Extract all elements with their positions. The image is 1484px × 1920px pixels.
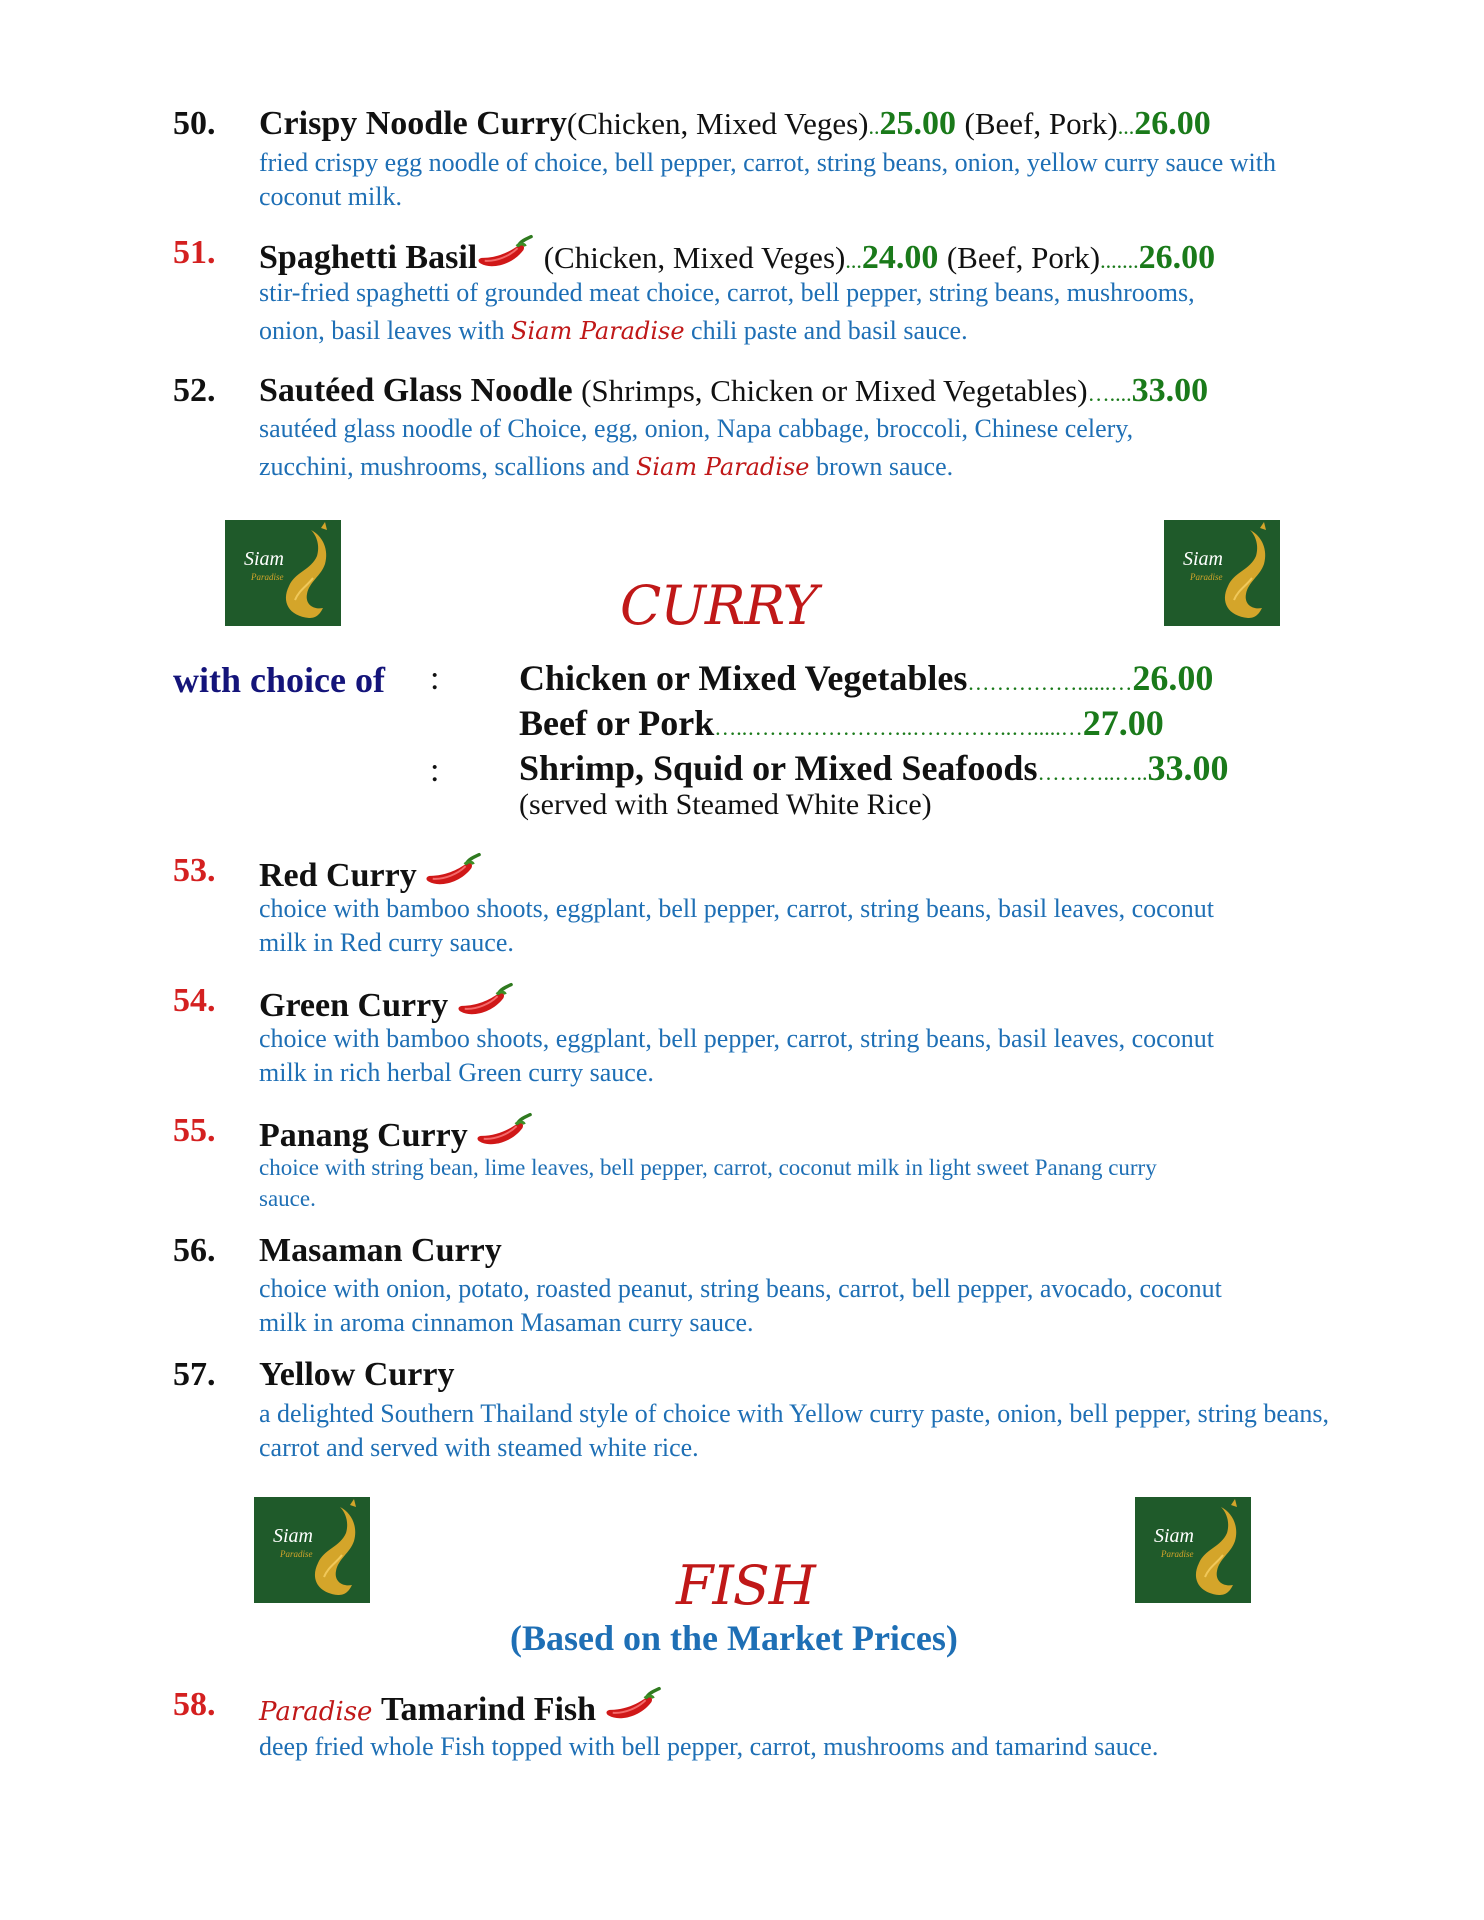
item-name: Green Curry: [259, 987, 449, 1024]
leader-dots: ………..…..: [1037, 760, 1148, 785]
description-text: onion, basil leaves with: [259, 316, 505, 345]
item-description: choice with bamboo shoots, eggplant, bell pepper, carrot, string beans, basil leaves, coconut milk in rich herbal Green curry sauce.: [259, 1024, 1214, 1087]
logo-subtext: Paradise: [1161, 1549, 1194, 1559]
item-name: Tamarind Fish: [380, 1691, 597, 1728]
description-line: [259, 450, 1339, 484]
menu-item-title: [259, 1686, 663, 1729]
leader-dots: …....: [1087, 381, 1132, 406]
item-option: (Chicken, Mixed Veges): [566, 106, 869, 141]
menu-item-title: [259, 1232, 502, 1270]
choice-option: [519, 747, 1228, 789]
item-number: 56.: [173, 1232, 216, 1269]
leader-dots: ……………......…: [967, 670, 1133, 695]
item-price: 26.00: [1134, 105, 1211, 142]
item-option: (Shrimps, Chicken or Mixed Vegetables): [581, 373, 1088, 408]
item-description: fried crispy egg noodle of choice, bell pepper, carrot, string beans, onion, yellow curry sauce with coconut milk.: [259, 148, 1276, 211]
description-line: [259, 314, 1339, 348]
leader-dots: ..: [868, 114, 880, 139]
item-description: choice with string bean, lime leaves, bell pepper, carrot, coconut milk in light sweet Panang curry sauce.: [259, 1155, 1157, 1211]
leader-dots: .......: [1100, 248, 1139, 273]
description-text: brown sauce.: [815, 452, 954, 481]
section-title-fish: FISH: [676, 1554, 815, 1617]
item-number: 54.: [173, 982, 216, 1019]
logo-text: Siam: [244, 548, 284, 570]
item-price: 25.00: [879, 105, 957, 142]
description-line: sautéed glass noodle of Choice, egg, onion, Napa cabbage, broccoli, Chinese celery,: [259, 414, 1134, 443]
logo-subtext: Paradise: [1190, 572, 1223, 582]
served-note: (served with Steamed White Rice): [519, 788, 932, 821]
item-number: 57.: [173, 1356, 216, 1393]
item-price: 33.00: [1131, 372, 1209, 409]
leader-dots: ...: [1117, 114, 1135, 139]
menu-item-title: [259, 105, 1211, 143]
menu-item-title: [259, 1356, 454, 1394]
menu-item-title: [259, 852, 483, 895]
description-text: zucchini, mushrooms, scallions and: [259, 452, 630, 481]
logo-text: Siam: [1154, 1525, 1194, 1547]
menu-item-title: [259, 1112, 534, 1155]
leader-dots: ...: [845, 248, 862, 273]
item-name: Panang Curry: [259, 1117, 468, 1154]
item-name: Masaman Curry: [259, 1232, 502, 1269]
brand-script: Siam Paradise: [635, 453, 810, 481]
item-price: 26.00: [1138, 239, 1216, 276]
leader-dots: …..…………………..…………..….....…: [714, 715, 1083, 740]
item-name: Crispy Noodle Curry: [259, 105, 567, 142]
item-description: a delighted Southern Thailand style of choice with Yellow curry paste, onion, bell pepper, string beans, carrot and served with steamed white rice.: [259, 1399, 1330, 1462]
choice-option-price: 26.00: [1132, 658, 1214, 698]
choice-option-label: Beef or Pork: [519, 703, 715, 743]
choice-option: [519, 702, 1164, 744]
item-option: (Beef, Pork): [946, 240, 1101, 275]
logo-subtext: Paradise: [251, 572, 284, 582]
item-description: choice with bamboo shoots, eggplant, bell pepper, carrot, string beans, basil leaves, coconut milk in Red curry sauce.: [259, 894, 1214, 957]
item-name: Sautéed Glass Noodle: [259, 372, 573, 409]
chili-icon: [425, 852, 483, 892]
item-option: (Beef, Pork): [964, 106, 1118, 141]
item-number: 58.: [173, 1686, 216, 1723]
brand-script: Paradise: [259, 1697, 373, 1727]
colon: :: [430, 752, 440, 789]
logo-text: Siam: [273, 1525, 313, 1547]
chili-icon: [477, 234, 535, 274]
item-price: 24.00: [861, 239, 939, 276]
market-price-note: (Based on the Market Prices): [510, 1618, 958, 1658]
item-description: deep fried whole Fish topped with bell pepper, carrot, mushrooms and tamarind sauce.: [259, 1732, 1159, 1761]
chili-icon: [457, 982, 515, 1022]
item-option: (Chicken, Mixed Veges): [543, 240, 846, 275]
choice-label: with choice of: [173, 660, 385, 700]
item-number: 50.: [173, 105, 216, 142]
item-name: Red Curry: [259, 857, 417, 894]
logo-text: Siam: [1183, 548, 1223, 570]
choice-option-price: 27.00: [1082, 703, 1164, 743]
chili-icon: [476, 1112, 534, 1152]
menu-item-title: [259, 234, 1215, 277]
description-text: chili paste and basil sauce.: [691, 316, 968, 345]
item-number: 55.: [173, 1112, 216, 1149]
item-number: 53.: [173, 852, 216, 889]
item-name: Yellow Curry: [259, 1356, 455, 1393]
colon: :: [430, 660, 440, 697]
choice-option-label: Shrimp, Squid or Mixed Seafoods: [519, 748, 1038, 788]
section-title-curry: CURRY: [620, 574, 818, 637]
menu-item-title: [259, 982, 515, 1025]
item-name: Spaghetti Basil: [259, 239, 478, 276]
chili-icon: [605, 1686, 663, 1726]
brand-script: Siam Paradise: [511, 317, 685, 345]
choice-option-label: Chicken or Mixed Vegetables: [519, 658, 968, 698]
choice-option: [519, 657, 1213, 699]
item-description: choice with onion, potato, roasted peanut, string beans, carrot, bell pepper, avocado, coconut milk in aroma cinnamon Masaman curry sauce.: [259, 1274, 1222, 1337]
item-description: [259, 412, 1339, 484]
item-number: 51.: [173, 234, 216, 271]
description-line: stir-fried spaghetti of grounded meat choice, carrot, bell pepper, string beans, mushrooms,: [259, 278, 1195, 307]
choice-option-price: 33.00: [1147, 748, 1229, 788]
item-number: 52.: [173, 372, 216, 409]
menu-item-title: [259, 372, 1208, 410]
logo-subtext: Paradise: [280, 1549, 313, 1559]
item-description: [259, 276, 1339, 348]
